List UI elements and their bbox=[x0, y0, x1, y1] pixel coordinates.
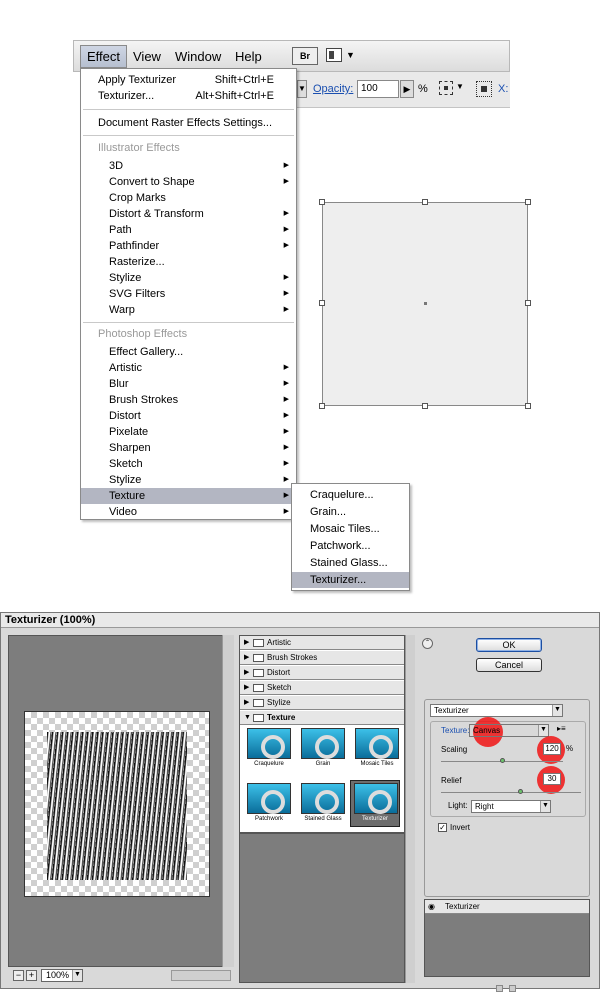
menu-item-distort-transform[interactable] bbox=[81, 206, 296, 222]
submenu-arrow-icon: ▶ bbox=[283, 444, 289, 451]
submenu-arrow-icon: ▶ bbox=[283, 476, 289, 483]
category-label: Sketch bbox=[267, 683, 292, 692]
arrange-documents-button[interactable] bbox=[326, 48, 356, 64]
category-brush-strokes[interactable] bbox=[240, 651, 404, 665]
thumbnail-grain[interactable] bbox=[298, 726, 348, 773]
layer-name: Texturizer bbox=[445, 902, 480, 911]
effect-layers-panel bbox=[424, 899, 590, 977]
photoshop-effects-header: Photoshop Effects bbox=[98, 328, 188, 340]
menu-item-distort[interactable] bbox=[81, 408, 296, 424]
opacity-input[interactable]: 100 bbox=[357, 80, 399, 98]
relief-label: Relief bbox=[441, 776, 462, 785]
submenu-arrow-icon: ▶ bbox=[283, 396, 289, 403]
menu-item-texture[interactable] bbox=[81, 488, 296, 504]
thumbnail-label: Patchwork bbox=[254, 816, 283, 822]
menu-item-mosaic-tiles[interactable] bbox=[292, 521, 409, 537]
expand-arrow-icon: ▶ bbox=[244, 699, 250, 706]
selection-handle[interactable] bbox=[525, 300, 531, 306]
category-label: Distort bbox=[267, 668, 291, 677]
menu-item-patchwork[interactable] bbox=[292, 538, 409, 554]
texture-select-value: Canvas bbox=[473, 726, 501, 735]
shortcut-label: Shift+Ctrl+E bbox=[214, 74, 274, 86]
eye-icon[interactable]: ◉ bbox=[428, 902, 435, 911]
settings-panel bbox=[421, 635, 591, 983]
menu-item-label: Crop Marks bbox=[109, 192, 166, 204]
menu-item-blur[interactable] bbox=[81, 376, 296, 392]
thumbnail-label: Grain bbox=[315, 761, 331, 767]
thumbnail-stained-glass[interactable] bbox=[298, 781, 348, 828]
invert-checkbox[interactable]: ✓ bbox=[439, 823, 446, 832]
selection-handle[interactable] bbox=[422, 403, 428, 409]
expand-arrow-icon: ▶ bbox=[244, 669, 250, 676]
menu-item-label: Apply Texturizer bbox=[98, 74, 177, 86]
menu-item-convert-to-shape[interactable] bbox=[81, 174, 296, 190]
menu-item-apply-texturizer[interactable] bbox=[81, 72, 296, 88]
collapse-arrow-icon: ▼ bbox=[244, 714, 251, 721]
category-sketch[interactable] bbox=[240, 681, 404, 695]
menu-item-3d[interactable] bbox=[81, 158, 296, 174]
folder-open-icon bbox=[253, 714, 264, 722]
scaling-input[interactable]: 120 bbox=[543, 743, 561, 755]
dialog-title: Texturizer (100%) bbox=[1, 613, 599, 628]
menu-item-label: Patchwork... bbox=[310, 540, 371, 552]
effect-menu bbox=[80, 68, 297, 520]
menu-item-label: Distort & Transform bbox=[109, 208, 204, 220]
menu-item-path[interactable] bbox=[81, 222, 296, 238]
menu-separator bbox=[83, 322, 294, 323]
category-label: Artistic bbox=[267, 638, 291, 647]
folder-icon bbox=[253, 699, 264, 707]
menu-item-label: Brush Strokes bbox=[109, 394, 179, 406]
menu-item-label: Convert to Shape bbox=[109, 176, 195, 188]
menu-separator bbox=[83, 135, 294, 136]
illustrator-effects-header: Illustrator Effects bbox=[98, 142, 180, 154]
thumbnail-mosaic-tiles[interactable] bbox=[352, 726, 402, 773]
category-stylize[interactable] bbox=[240, 696, 404, 710]
menu-item-grain[interactable] bbox=[292, 504, 409, 520]
menu-item-label: Artistic bbox=[109, 362, 142, 374]
ok-button[interactable]: OK bbox=[476, 638, 542, 652]
texture-submenu bbox=[291, 483, 410, 591]
texture-label: Texture: bbox=[441, 726, 470, 735]
control-bar bbox=[297, 72, 510, 108]
chevron-down-icon: ▼ bbox=[72, 970, 82, 981]
chevron-down-icon: ▼ bbox=[346, 50, 355, 60]
texture-options bbox=[430, 721, 586, 817]
light-label: Light: bbox=[448, 801, 468, 810]
menu-item-label: Stained Glass... bbox=[310, 557, 388, 569]
preview-canvas bbox=[24, 711, 210, 897]
category-label: Texture bbox=[267, 713, 296, 722]
menu-item-craquelure[interactable] bbox=[292, 487, 409, 503]
thumbnail-image bbox=[354, 783, 398, 814]
menu-item-brush-strokes[interactable] bbox=[81, 392, 296, 408]
category-label: Brush Strokes bbox=[267, 653, 318, 662]
category-distort[interactable] bbox=[240, 666, 404, 680]
gallery-scrollbar[interactable] bbox=[405, 635, 415, 983]
thumbnail-image bbox=[247, 783, 291, 814]
menu-item-label: Effect Gallery... bbox=[109, 346, 184, 358]
thumbnail-label: Craquelure bbox=[254, 761, 284, 767]
expand-arrow-icon: ▶ bbox=[244, 684, 250, 691]
menu-separator bbox=[83, 109, 294, 110]
menu-item-effect-gallery[interactable] bbox=[81, 344, 296, 360]
arrange-icon bbox=[326, 48, 342, 62]
filter-settings bbox=[424, 699, 590, 897]
thumbnail-label: Stained Glass bbox=[304, 816, 342, 822]
reference-point-icon[interactable] bbox=[476, 81, 492, 97]
zoom-select[interactable] bbox=[41, 969, 83, 982]
thumbnail-image bbox=[301, 728, 345, 759]
chevron-down-icon: ▼ bbox=[538, 725, 548, 736]
cancel-button[interactable]: Cancel bbox=[476, 658, 542, 672]
chevron-down-icon: ▼ bbox=[552, 705, 562, 716]
chevron-down-icon: ▼ bbox=[540, 801, 550, 812]
zoom-out-button[interactable]: − bbox=[13, 970, 24, 981]
thumbnail-label: Texturizer bbox=[361, 816, 388, 822]
scaling-slider-knob[interactable] bbox=[500, 758, 505, 763]
relief-input[interactable]: 30 bbox=[543, 773, 561, 785]
submenu-arrow-icon: ▶ bbox=[283, 226, 289, 233]
texture-preview bbox=[47, 732, 187, 880]
menu-item-label: 3D bbox=[109, 160, 124, 172]
chevron-down-icon[interactable]: ▼ bbox=[456, 82, 464, 91]
menu-item-label: Blur bbox=[109, 378, 129, 390]
preview-hscrollbar[interactable] bbox=[171, 970, 231, 981]
menu-item-warp[interactable] bbox=[81, 302, 296, 318]
center-point bbox=[424, 302, 427, 305]
menu-item-stylize[interactable] bbox=[81, 270, 296, 286]
thumbnail-image bbox=[355, 728, 399, 759]
thumbnail-texturizer[interactable] bbox=[350, 780, 400, 827]
menu-item-rasterize[interactable] bbox=[81, 254, 296, 270]
shortcut-label: Alt+Shift+Ctrl+E bbox=[195, 90, 274, 102]
folder-icon bbox=[253, 639, 264, 647]
thumbnail-label: Mosaic Tiles bbox=[360, 761, 394, 767]
menu-item-label: Rasterize... bbox=[109, 256, 165, 268]
menu-item-document-raster-effects[interactable] bbox=[81, 115, 296, 131]
preview-scrollbar[interactable] bbox=[222, 635, 234, 967]
style-dropdown-button[interactable]: ▼ bbox=[297, 80, 307, 98]
menu-effect[interactable]: Effect bbox=[80, 45, 127, 68]
menu-item-texturizer-sub[interactable] bbox=[292, 572, 409, 588]
preview-pane[interactable] bbox=[8, 635, 232, 967]
menu-item-label: Stylize bbox=[109, 272, 142, 284]
menu-item-sketch[interactable] bbox=[81, 456, 296, 472]
selection-handle[interactable] bbox=[319, 199, 325, 205]
menu-item-label: Warp bbox=[109, 304, 135, 316]
submenu-arrow-icon: ▶ bbox=[283, 508, 289, 515]
zoom-in-button[interactable]: + bbox=[26, 970, 37, 981]
menu-item-video[interactable] bbox=[81, 504, 296, 520]
submenu-arrow-icon: ▶ bbox=[283, 492, 289, 499]
folder-icon bbox=[253, 654, 264, 662]
submenu-arrow-icon: ▶ bbox=[283, 274, 289, 281]
folder-icon bbox=[253, 684, 264, 692]
relief-slider[interactable] bbox=[441, 792, 581, 793]
filter-select[interactable] bbox=[430, 704, 563, 717]
submenu-arrow-icon: ▶ bbox=[283, 290, 289, 297]
invert-label: Invert bbox=[450, 823, 471, 832]
menu-item-artistic[interactable] bbox=[81, 360, 296, 376]
menu-item-label: Sharpen bbox=[109, 442, 151, 454]
menu-item-label: Texture bbox=[109, 490, 146, 502]
thumbnail-image bbox=[301, 783, 345, 814]
menu-help[interactable]: Help bbox=[235, 49, 262, 64]
submenu-arrow-icon: ▶ bbox=[283, 428, 289, 435]
menu-item-sharpen[interactable] bbox=[81, 440, 296, 456]
menu-item-label: Sketch bbox=[109, 458, 143, 470]
filter-gallery bbox=[239, 635, 405, 833]
submenu-arrow-icon: ▶ bbox=[283, 460, 289, 467]
menu-item-label: SVG Filters bbox=[109, 288, 166, 300]
menu-item-pixelate[interactable] bbox=[81, 424, 296, 440]
submenu-arrow-icon: ▶ bbox=[283, 364, 289, 371]
menu-item-texturizer[interactable] bbox=[81, 88, 296, 104]
relief-slider-knob[interactable] bbox=[518, 789, 523, 794]
menu-item-label: Distort bbox=[109, 410, 141, 422]
menu-item-label: Pathfinder bbox=[109, 240, 160, 252]
opacity-slider-button[interactable]: ▶ bbox=[400, 80, 414, 98]
submenu-arrow-icon: ▶ bbox=[283, 210, 289, 217]
menu-item-label: Craquelure... bbox=[310, 489, 374, 501]
gallery-empty-area bbox=[239, 833, 405, 983]
menu-item-label: Texturizer... bbox=[98, 90, 155, 102]
submenu-arrow-icon: ▶ bbox=[283, 412, 289, 419]
select-similar-icon[interactable] bbox=[439, 81, 453, 95]
light-select-value: Right bbox=[475, 802, 494, 811]
preview-footer bbox=[8, 968, 234, 984]
menu-item-label: Video bbox=[109, 506, 137, 518]
menu-item-svg-filters[interactable] bbox=[81, 286, 296, 302]
submenu-arrow-icon: ▶ bbox=[283, 380, 289, 387]
filter-select-value: Texturizer bbox=[434, 706, 469, 715]
collapse-gallery-icon[interactable]: ⌃ bbox=[422, 638, 433, 649]
menu-item-label: Stylize bbox=[109, 474, 142, 486]
opacity-label[interactable]: Opacity: bbox=[313, 83, 354, 95]
thumbnail-craquelure[interactable] bbox=[244, 726, 294, 773]
submenu-arrow-icon: ▶ bbox=[283, 178, 289, 185]
selection-handle[interactable] bbox=[422, 199, 428, 205]
submenu-arrow-icon: ▶ bbox=[283, 306, 289, 313]
menu-item-stylize-ps[interactable] bbox=[81, 472, 296, 488]
submenu-arrow-icon: ▶ bbox=[283, 242, 289, 249]
selection-handle[interactable] bbox=[319, 300, 325, 306]
menu-item-crop-marks[interactable] bbox=[81, 190, 296, 206]
selection-handle[interactable] bbox=[319, 403, 325, 409]
bridge-button[interactable]: Br bbox=[292, 47, 318, 65]
thumbnail-image bbox=[247, 728, 291, 759]
x-label[interactable]: X: bbox=[498, 83, 509, 95]
effect-layer-row[interactable] bbox=[425, 900, 589, 914]
zoom-value: 100% bbox=[46, 970, 70, 980]
menu-item-label: Pixelate bbox=[109, 426, 149, 438]
menu-item-label: Document Raster Effects Settings... bbox=[98, 117, 273, 129]
menu-item-label: Grain... bbox=[310, 506, 347, 518]
menu-item-label: Texturizer... bbox=[310, 574, 367, 586]
percent-label: % bbox=[566, 744, 574, 753]
light-select[interactable] bbox=[471, 800, 551, 813]
selection-handle[interactable] bbox=[525, 199, 531, 205]
submenu-arrow-icon: ▶ bbox=[283, 162, 289, 169]
menu-item-stained-glass[interactable] bbox=[292, 555, 409, 571]
percent-label: % bbox=[418, 83, 428, 95]
category-artistic[interactable] bbox=[240, 636, 404, 650]
menu-view[interactable]: View bbox=[133, 49, 161, 64]
menu-window[interactable]: Window bbox=[175, 49, 222, 64]
menu-item-label: Mosaic Tiles... bbox=[310, 523, 380, 535]
thumbnail-patchwork[interactable] bbox=[244, 781, 294, 828]
texturizer-dialog bbox=[0, 612, 600, 989]
folder-icon bbox=[253, 669, 264, 677]
category-texture[interactable] bbox=[240, 711, 404, 725]
texture-select[interactable] bbox=[469, 724, 549, 737]
texture-menu-icon[interactable]: ▸≡ bbox=[557, 724, 566, 733]
expand-arrow-icon: ▶ bbox=[244, 639, 250, 646]
selection-handle[interactable] bbox=[525, 403, 531, 409]
menu-item-pathfinder[interactable] bbox=[81, 238, 296, 254]
expand-arrow-icon: ▶ bbox=[244, 654, 250, 661]
menu-item-label: Path bbox=[109, 224, 132, 236]
category-label: Stylize bbox=[267, 698, 291, 707]
scaling-label: Scaling bbox=[441, 745, 468, 754]
